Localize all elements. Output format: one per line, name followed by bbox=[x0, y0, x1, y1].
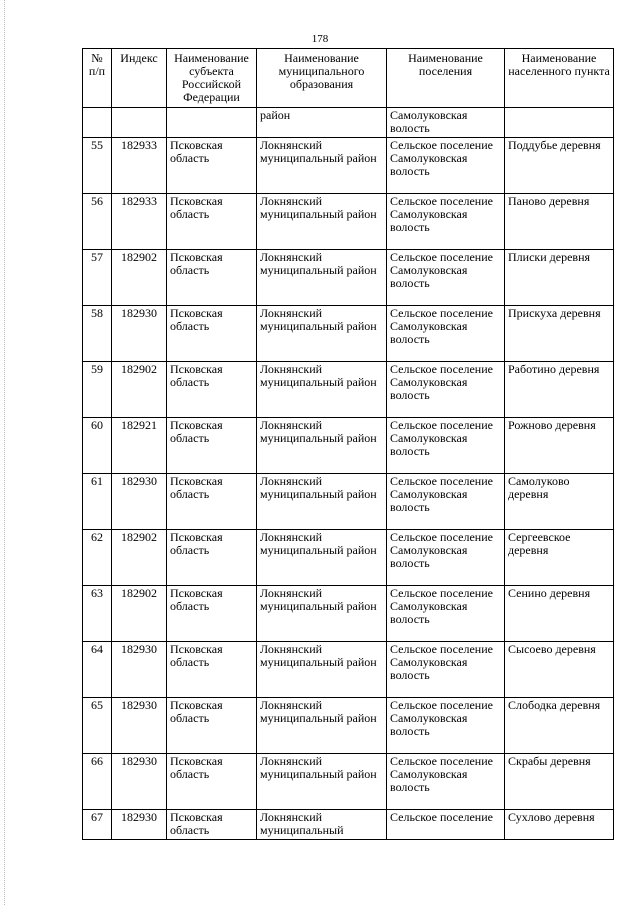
table-header-row bbox=[83, 49, 614, 108]
localities-table bbox=[82, 48, 614, 840]
cell-subject: Псковская область bbox=[167, 642, 257, 698]
cell-num: 58 bbox=[83, 306, 112, 362]
cell-locality: Сысоево деревня bbox=[505, 642, 614, 698]
table-row bbox=[83, 810, 614, 840]
cell-municipality: Локнянский муниципальный район bbox=[257, 698, 387, 754]
cell-locality: Рожново деревня bbox=[505, 418, 614, 474]
table-row bbox=[83, 698, 614, 754]
header-subject: Наименование субъекта Российской Федерации bbox=[167, 49, 257, 108]
cell-locality: Скрабы деревня bbox=[505, 754, 614, 810]
table-row bbox=[83, 306, 614, 362]
table-row bbox=[83, 642, 614, 698]
header-settlement: Наименование поселения bbox=[387, 49, 505, 108]
cell-municipality: Локнянский муниципальный район bbox=[257, 194, 387, 250]
cell-settlement: Сельское поселение Самолуковская волость bbox=[387, 642, 505, 698]
header-num: № п/п bbox=[83, 49, 112, 108]
page-edge bbox=[4, 0, 6, 905]
cell-num: 59 bbox=[83, 362, 112, 418]
cell-index: 182902 bbox=[112, 362, 167, 418]
cell-settlement: Сельское поселение Самолуковская волость bbox=[387, 754, 505, 810]
cell-municipality: Локнянский муниципальный район bbox=[257, 250, 387, 306]
cell-subject: Псковская область bbox=[167, 698, 257, 754]
cell-settlement: Сельское поселение Самолуковская волость bbox=[387, 194, 505, 250]
cell-settlement: Сельское поселение Самолуковская волость bbox=[387, 362, 505, 418]
cell-settlement: Сельское поселение bbox=[387, 810, 505, 840]
cell-index: 182933 bbox=[112, 138, 167, 194]
cell-num: 60 bbox=[83, 418, 112, 474]
cell-index: 182930 bbox=[112, 306, 167, 362]
table-row bbox=[83, 194, 614, 250]
cell-locality: Работино деревня bbox=[505, 362, 614, 418]
table-row bbox=[83, 530, 614, 586]
table-row bbox=[83, 586, 614, 642]
cell-index: 182902 bbox=[112, 586, 167, 642]
table-row bbox=[83, 250, 614, 306]
cell-num: 63 bbox=[83, 586, 112, 642]
cell-municipality: Локнянский муниципальный район bbox=[257, 642, 387, 698]
cell-subject: Псковская область bbox=[167, 250, 257, 306]
cell-num: 66 bbox=[83, 754, 112, 810]
cell-municipality: Локнянский муниципальный район bbox=[257, 306, 387, 362]
table-row bbox=[83, 138, 614, 194]
table-row bbox=[83, 362, 614, 418]
cell-locality: Самолуково деревня bbox=[505, 474, 614, 530]
cell-subject: Псковская область bbox=[167, 194, 257, 250]
cell-num: 62 bbox=[83, 530, 112, 586]
cell-municipality: Локнянский муниципальный bbox=[257, 810, 387, 840]
cell-index: 182930 bbox=[112, 698, 167, 754]
table-row bbox=[83, 108, 614, 138]
cell-subject: Псковская область bbox=[167, 138, 257, 194]
header-index: Индекс bbox=[112, 49, 167, 108]
cell-subject bbox=[167, 108, 257, 138]
cell-index: 182902 bbox=[112, 530, 167, 586]
table-row bbox=[83, 474, 614, 530]
cell-index: 182930 bbox=[112, 754, 167, 810]
header-municipality: Наименование муниципального образования bbox=[257, 49, 387, 108]
cell-num: 56 bbox=[83, 194, 112, 250]
cell-settlement: Сельское поселение Самолуковская волость bbox=[387, 530, 505, 586]
cell-municipality: Локнянский муниципальный район bbox=[257, 474, 387, 530]
cell-subject: Псковская область bbox=[167, 306, 257, 362]
cell-locality: Сенино деревня bbox=[505, 586, 614, 642]
table-body bbox=[83, 108, 614, 840]
cell-index: 182933 bbox=[112, 194, 167, 250]
cell-settlement: Сельское поселение Самолуковская волость bbox=[387, 698, 505, 754]
cell-settlement: Сельское поселение Самолуковская волость bbox=[387, 474, 505, 530]
cell-municipality: Локнянский муниципальный район bbox=[257, 586, 387, 642]
table-row bbox=[83, 754, 614, 810]
cell-municipality: Локнянский муниципальный район bbox=[257, 754, 387, 810]
cell-subject: Псковская область bbox=[167, 810, 257, 840]
cell-locality: Слободка деревня bbox=[505, 698, 614, 754]
cell-index: 182930 bbox=[112, 810, 167, 840]
cell-num: 61 bbox=[83, 474, 112, 530]
cell-locality: Сухлово деревня bbox=[505, 810, 614, 840]
cell-subject: Псковская область bbox=[167, 474, 257, 530]
cell-index: 182902 bbox=[112, 250, 167, 306]
cell-num: 65 bbox=[83, 698, 112, 754]
cell-index: 182930 bbox=[112, 474, 167, 530]
cell-settlement: Самолуковская волость bbox=[387, 108, 505, 138]
cell-index: 182921 bbox=[112, 418, 167, 474]
cell-municipality: район bbox=[257, 108, 387, 138]
cell-num: 64 bbox=[83, 642, 112, 698]
cell-locality: Поддубье деревня bbox=[505, 138, 614, 194]
cell-num: 67 bbox=[83, 810, 112, 840]
cell-settlement: Сельское поселение Самолуковская волость bbox=[387, 250, 505, 306]
cell-index bbox=[112, 108, 167, 138]
cell-num bbox=[83, 108, 112, 138]
cell-subject: Псковская область bbox=[167, 418, 257, 474]
cell-settlement: Сельское поселение Самолуковская волость bbox=[387, 306, 505, 362]
table-row bbox=[83, 418, 614, 474]
cell-locality: Паново деревня bbox=[505, 194, 614, 250]
cell-settlement: Сельское поселение Самолуковская волость bbox=[387, 586, 505, 642]
cell-subject: Псковская область bbox=[167, 362, 257, 418]
cell-subject: Псковская область bbox=[167, 754, 257, 810]
cell-subject: Псковская область bbox=[167, 530, 257, 586]
cell-municipality: Локнянский муниципальный район bbox=[257, 138, 387, 194]
cell-locality: Прискуха деревня bbox=[505, 306, 614, 362]
cell-municipality: Локнянский муниципальный район bbox=[257, 530, 387, 586]
cell-index: 182930 bbox=[112, 642, 167, 698]
header-locality: Наименование населенного пункта bbox=[505, 49, 614, 108]
cell-settlement: Сельское поселение Самолуковская волость bbox=[387, 138, 505, 194]
cell-municipality: Локнянский муниципальный район bbox=[257, 418, 387, 474]
cell-num: 57 bbox=[83, 250, 112, 306]
cell-subject: Псковская область bbox=[167, 586, 257, 642]
cell-locality: Сергеевское деревня bbox=[505, 530, 614, 586]
cell-num: 55 bbox=[83, 138, 112, 194]
cell-locality: Плиски деревня bbox=[505, 250, 614, 306]
page-number: 178 bbox=[311, 33, 329, 45]
cell-municipality: Локнянский муниципальный район bbox=[257, 362, 387, 418]
cell-settlement: Сельское поселение Самолуковская волость bbox=[387, 418, 505, 474]
cell-locality bbox=[505, 108, 614, 138]
